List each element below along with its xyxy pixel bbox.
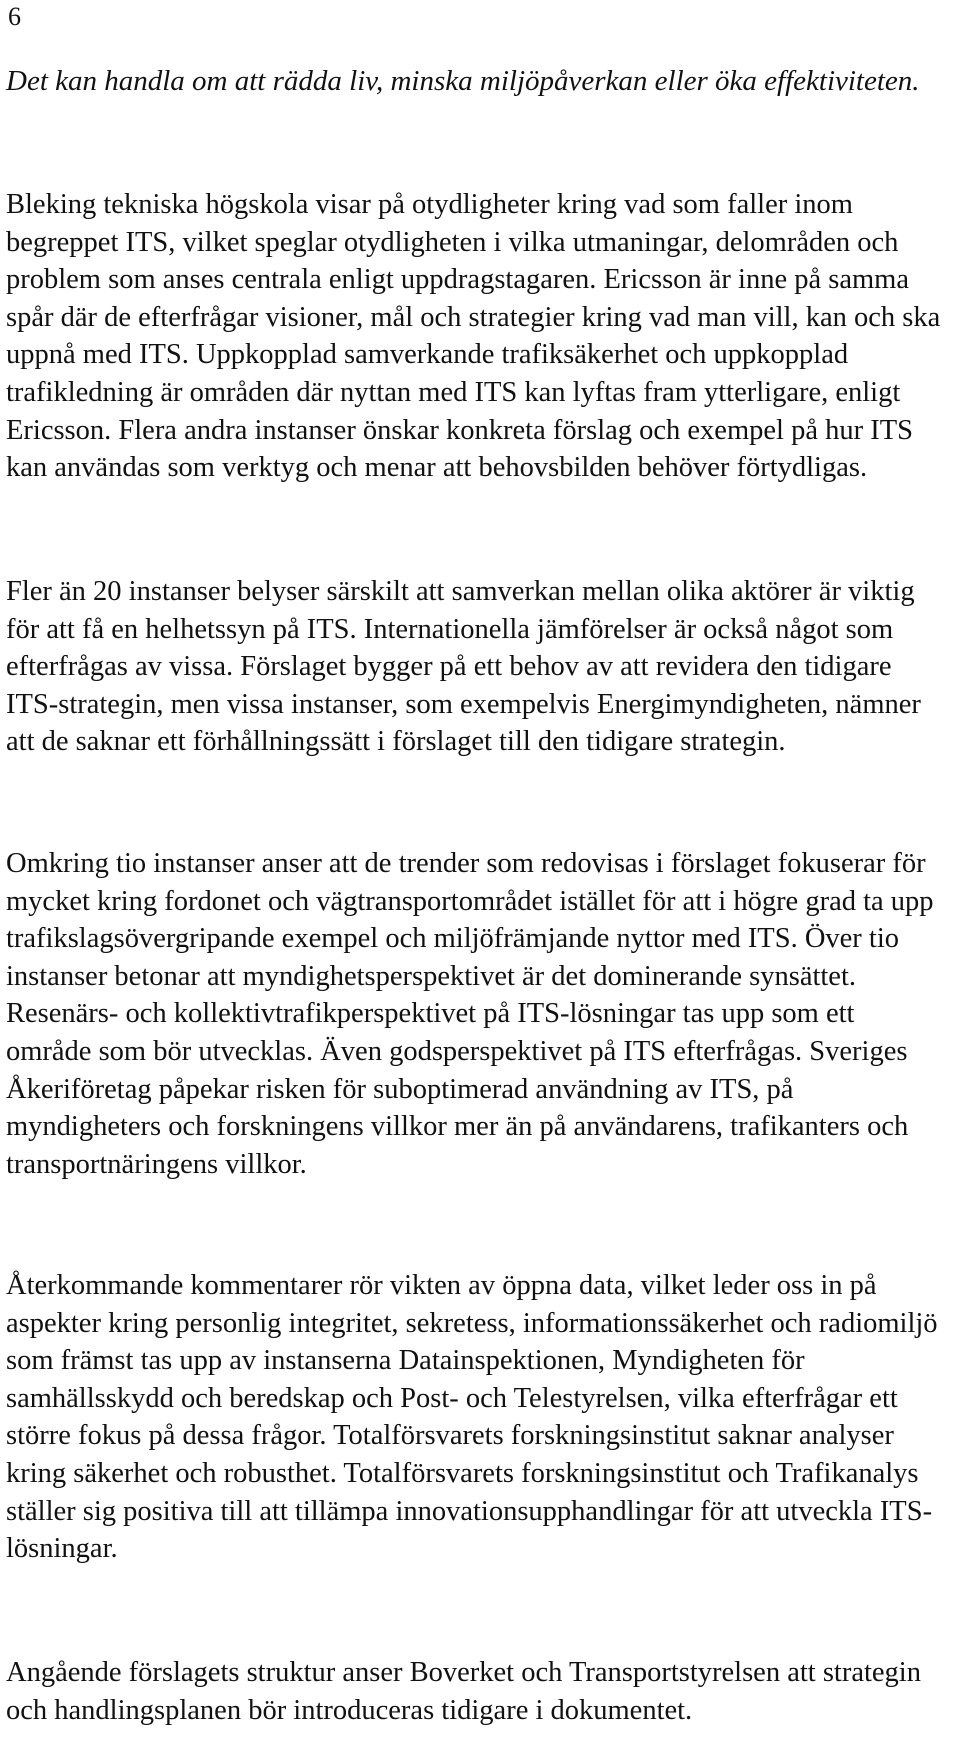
intro-italic-paragraph: Det kan handla om att rädda liv, minska miljöpåverkan eller öka effektiviteten.: [6, 65, 920, 97]
body-paragraph-3: Omkring tio instanser anser att de trender som redovisas i förslaget fokuserar för mycket kring fordonet och vägtransportområdet istället för att i högre grad ta upp trafikslagsövergripande exempel och miljöfrämjande nyttor med ITS. Över tio instanser betonar att myndighetsperspektivet är det dominerande synsättet. Resenärs- och kollektivtrafikperspektivet på ITS-lösningar tas upp som ett område som bör utvecklas. Även godsperspektivet på ITS efterfrågas. Sveriges Åkeriföretag påpekar risken för suboptimerad användning av ITS, på myndigheters och forskningens villkor mer än på användarens, trafikanters och transportnäringens villkor.: [6, 848, 934, 1180]
body-paragraph-4: Återkommande kommentarer rör vikten av öppna data, vilket leder oss in på aspekter kring personlig integritet, sekretess, informationssäkerhet och radiomiljö som främst tas upp av instanserna Datainspektionen, Myndigheten för samhällsskydd och beredskap och Post- och Telestyrelsen, vilka efterfrågar ett större fokus på dessa frågor. Totalförsvarets forskningsinstitut saknar analyser kring säkerhet och robusthet. Totalförsvarets forskningsinstitut och Trafikanalys ställer sig positiva till att tillämpa innovationsupphandlingar för att utveckla ITS-lösningar.: [6, 1270, 938, 1565]
body-paragraph-5: Angående förslagets struktur anser Boverket och Transportstyrelsen att strategin och handlingsplanen bör introduceras tidigare i dokumentet.: [6, 1657, 921, 1726]
body-paragraph-2: Fler än 20 instanser belyser särskilt att samverkan mellan olika aktörer är viktig för att få en helhetssyn på ITS. Internationella jämförelser är också något som efterfrågas av vissa. Förslaget bygger på ett behov av att revidera den tidigare ITS-strategin, men vissa instanser, som exempelvis Energimyndigheten, nämner att de saknar ett förhållningssätt i förslaget till den tidigare strategin.: [6, 576, 921, 758]
page-number: 6: [8, 2, 21, 31]
body-paragraph-1: Bleking tekniska högskola visar på otydligheter kring vad som faller inom begreppet ITS, vilket speglar otydligheten i vilka utmaningar, delområden och problem som anses centrala enligt uppdragstagaren. Ericsson är inne på samma spår där de efterfrågar visioner, mål och strategier kring vad man vill, kan och ska uppnå med ITS. Uppkopplad samverkande trafiksäkerhet och uppkopplad trafikledning är områden där nyttan med ITS kan lyftas fram ytterligare, enligt Ericsson. Flera andra instanser önskar konkreta förslag och exempel på hur ITS kan användas som verktyg och menar att behovsbilden behöver förtydligas.: [6, 189, 941, 484]
